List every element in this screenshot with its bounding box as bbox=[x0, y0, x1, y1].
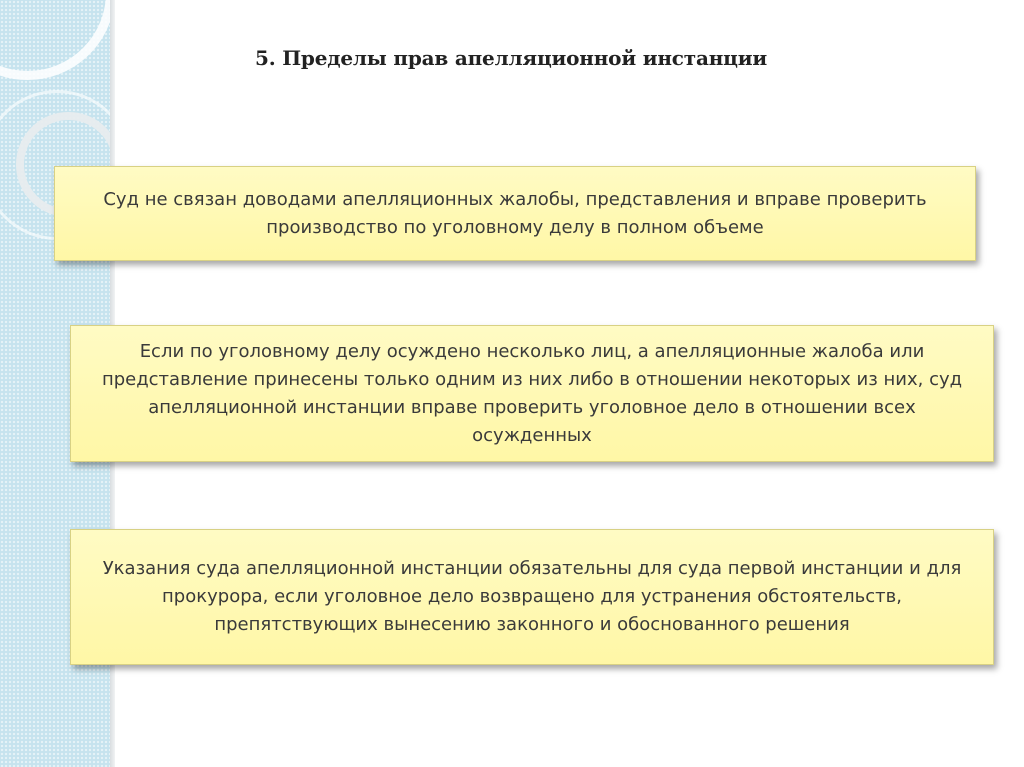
text-box-1 bbox=[54, 166, 976, 261]
text-box-3-text: Указания суда апелляционной инстанции обязательны для суда первой инстанции и для прокурора, если уголовное дело возвращено для устранения обстоятельств, препятствующих вынесению законного и обоснованного решения bbox=[102, 558, 962, 635]
text-box-2 bbox=[70, 325, 994, 462]
slide-title: 5. Пределы прав апелляционной инстанции bbox=[255, 46, 767, 70]
text-box-1-text: Суд не связан доводами апелляционных жалобы, представления и вправе проверить производство по уголовному делу в полном объеме bbox=[103, 188, 927, 238]
text-box-3 bbox=[70, 529, 994, 665]
text-box-2-text: Если по уголовному делу осуждено несколько лиц, а апелляционные жалоба или представление принесены только одним из них либо в отношении некоторых из них, суд апелляционной инстанции вправе проверить уголовное дело в отношении всех осужденных bbox=[101, 340, 963, 446]
decorative-ring-icon bbox=[0, 0, 110, 80]
